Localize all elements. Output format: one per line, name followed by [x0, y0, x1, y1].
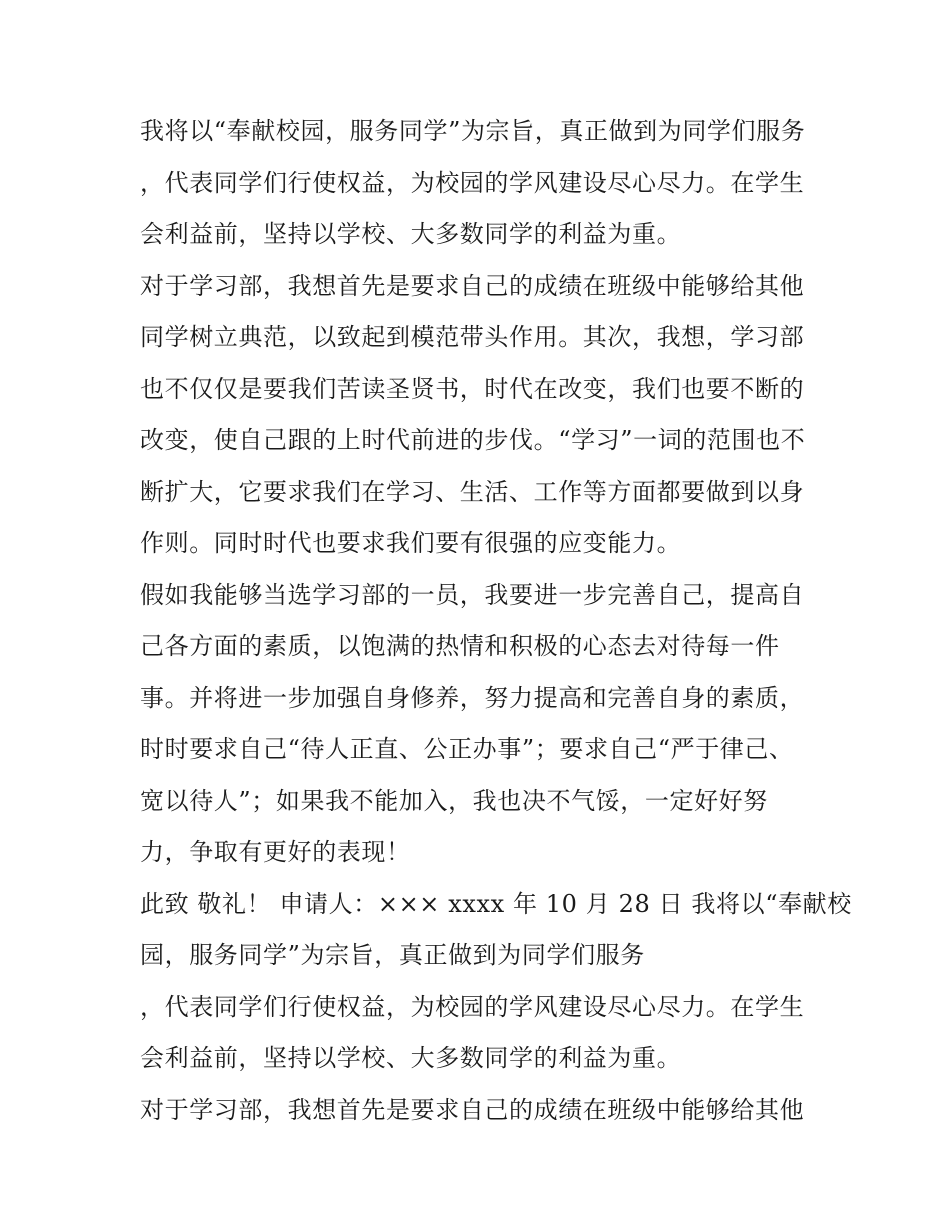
text-line: 此致 敬礼！ 申请人：××× xxxx 年 10 月 28 日 我将以“奉献校: [140, 889, 852, 918]
text-line: 己各方面的素质，以饱满的热情和积极的心态去对待每一件: [140, 632, 780, 660]
text-line: 作则。同时时代也要求我们要有很强的应变能力。: [140, 529, 682, 557]
text-line: 宽以待人”；如果我不能加入，我也决不气馁，一定好好努: [140, 786, 768, 815]
text-line: ，代表同学们行使权益，为校园的学风建设尽心尽力。在学生: [140, 992, 805, 1021]
text-line: 对于学习部，我想首先是要求自己的成绩在班级中能够给其他: [140, 271, 805, 300]
text-line: 会利益前，坚持以学校、大多数同学的利益为重。: [140, 220, 682, 248]
text-line: 断扩大，它要求我们在学习、生活、工作等方面都要做到以身: [140, 477, 805, 506]
text-line: ，代表同学们行使权益，为校园的学风建设尽心尽力。在学生: [140, 168, 805, 197]
text-line: 改变，使自己跟的上时代前进的步伐。“学习”一词的范围也不: [140, 426, 806, 454]
text-line: 我将以“奉献校园，服务同学”为宗旨，真正做到为同学们服务: [140, 117, 806, 145]
document-body: [140, 106, 852, 1136]
text-line: 假如我能够当选学习部的一员，我要进一步完善自己，提高自: [140, 580, 805, 609]
text-line: 力，争取有更好的表现！: [140, 838, 411, 866]
text-line: 也不仅仅是要我们苦读圣贤书，时代在改变，我们也要不断的: [140, 374, 805, 403]
text-line: 对于学习部，我想首先是要求自己的成绩在班级中能够给其他: [140, 1095, 805, 1124]
text-line: 会利益前，坚持以学校、大多数同学的利益为重。: [140, 1044, 682, 1072]
text-line: 园，服务同学”为宗旨，真正做到为同学们服务: [140, 941, 645, 969]
text-line: 事。并将进一步加强自身修养，努力提高和完善自身的素质，: [140, 683, 805, 712]
text-line: 时时要求自己“待人正直、公正办事”；要求自己“严于律己、: [140, 735, 794, 763]
text-line: 同学树立典范，以致起到模范带头作用。其次，我想，学习部: [140, 323, 805, 351]
